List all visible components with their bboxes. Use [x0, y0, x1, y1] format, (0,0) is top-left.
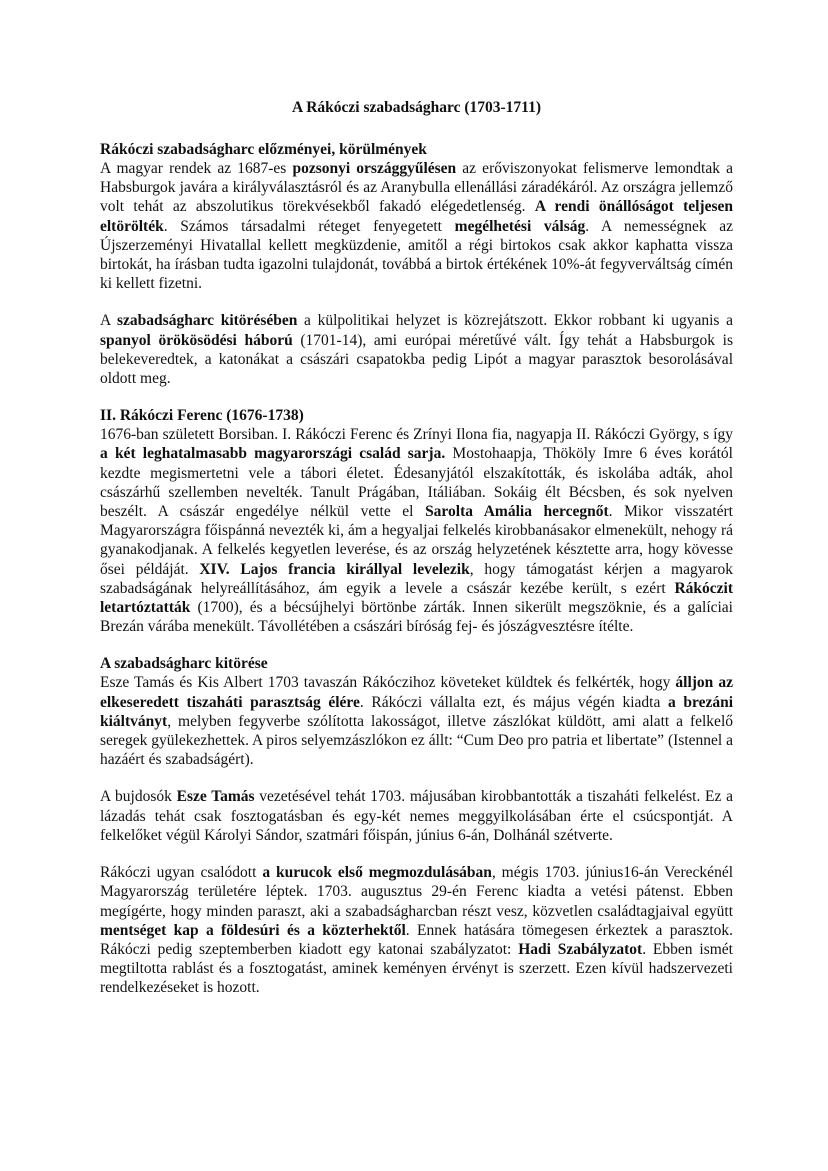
text-run: 1676-ban született Borsiban. I. Rákóczi Ferenc és Zrínyi Ilona fia, nagyapja II. Rákóczi György, s így — [100, 426, 733, 444]
text-run: Esze Tamás és Kis Albert 1703 tavaszán Rákóczihoz követeket küldtek és felkérték, hogy — [100, 674, 676, 692]
text-run: a külpolitikai helyzet is közrejátszott. Ekkor robbant ki ugyanis a — [297, 312, 733, 330]
text-run: . Mikor visszatért Magyarországra főispánná nevezték ki, ám a hegyaljai felkelés kirobbanásakor elmenekült, nehogy rá gyanakodjanak. A felkelés kegyetlen leverése, és az ország helyzetének késztette arra, hogy kövesse ősei példáját. — [100, 503, 733, 578]
document-title: A Rákóczi szabadságharc (1703-1711) — [291, 99, 541, 116]
text-run: Rákóczi ugyan csalódott — [100, 864, 263, 882]
section-rakoczi-ferenc — [100, 406, 733, 636]
text-run: , hogy támogatást kérjen a magyarok szabadságának helyreállításához, ám egyik a levele a császár kezébe került, s ezért — [100, 560, 733, 597]
text-run: , mégis 1703. június16-án Vereckénél Magyarország területére léptek. 1703. augusztus 29-én Ferenc kiadta a vetési pátenst. Ebben megígérte, hogy minden paraszt, aki a szabadságharcban részt vesz, közvetlen családtagjaival együtt — [100, 864, 734, 920]
bold-text: XIV. Lajos francia királlyal levelezik — [199, 560, 470, 578]
bold-text: Esze Tamás — [176, 788, 255, 806]
bold-text: a brezáni kiáltványt — [100, 693, 734, 730]
text-run: (1700), és a bécsújhelyi börtönbe zárták. Innen sikerült megszöknie, és a galíciai Brezán várába menekült. Távollétében a császári bíróság fej- és jószágvesztésre ítélte. — [100, 599, 733, 636]
bold-text: Hadi Szabályzatot — [518, 940, 643, 958]
section-heading: Rákóczi szabadságharc előzményei, körülmények — [100, 141, 427, 158]
section-heading: A szabadságharc kitörése — [100, 655, 268, 673]
bold-text: álljon az elkeseredett tiszaháti parasztság élére — [100, 674, 733, 711]
paragraph — [100, 863, 733, 997]
text-run: Mostohaapja, Thököly Imre 6 éves korától kezdte megismertetni vele a tábori életet. Édesanyjától elszakították, és iskolába adták, ahol császárhű szellemben nevelték. Tanult Prágában, Itáliában. Sokáig élt Bécsben, és sok nyelven beszélt. A császár engedélye nélkül vette el — [100, 445, 733, 521]
text-run: (1701-14), ami európai méretűvé vált. Így tehát a Habsburgok is belekeveredtek, a katonákat a császári csapatokba pedig Lipót a magyar parasztok besorolásával oldott meg. — [100, 331, 733, 388]
paragraph — [100, 159, 733, 293]
bold-text: szabadságharc kitörésében — [117, 312, 298, 330]
text-run: . Rákóczi vállalta ezt, és május végén kiadta — [359, 693, 668, 711]
bold-text: a két leghatalmasabb magyarországi család sarja. — [100, 445, 446, 463]
bold-text: Sarolta Amália hercegnőt — [425, 503, 609, 521]
text-run: . Ennek hatására tömegesen érkeztek a parasztok. Rákóczi pedig szeptemberben kiadott egy katonai szabályzatot: — [100, 921, 733, 958]
bold-text: pozsonyi országgyűlésen — [292, 160, 457, 177]
text-run: . A nemességnek az Újszerzeményi Hivatallal kellett megküzdenie, amitől a régi birtokos csak akkor kaphatta vissza birtokát, ha írásban tudta igazolni tulajdonát, továbbá a birtok értékének 10%-át fegyverváltság címén ki kellett fizetni. — [100, 217, 733, 293]
text-run: A bujdosók — [100, 788, 177, 806]
bold-text: spanyol örökösödési háború — [100, 331, 293, 349]
bold-text: Rákóczit letartóztatták — [100, 579, 733, 617]
bold-text: mentséget kap a földesúri és a közterhektől — [100, 921, 406, 939]
bold-text: megélhetési válság — [454, 217, 586, 235]
bold-text: A rendi önállóságot teljesen eltörölték — [100, 198, 733, 235]
paragraph — [100, 425, 733, 636]
section-preliminaries — [100, 140, 733, 388]
text-run: vezetésével tehát 1703. májusában kirobbantották a tiszaháti felkelést. Ez a lázadás tehát csak fosztogatásban és egy-két nemes meggyilkolásában érte el csúcspontját. A felkelőket végül Károlyi Sándor, szatmári főispán, június 6-án, Dolhánál szétverte. — [100, 788, 733, 844]
section-heading: II. Rákóczi Ferenc (1676-1738) — [100, 407, 304, 425]
paragraph — [100, 787, 733, 845]
text-run: A magyar rendek az 1687-es — [100, 160, 293, 177]
text-run: A — [100, 312, 118, 330]
bold-text: a kurucok első megmozdulásában — [262, 864, 492, 882]
text-run: , melyben fegyverbe szólította lakosságot, illetve zászlókat küldött, ami alatt a felkelő seregek gyülekezhettek. A piros selyemzászlókon ez állt: “Cum Deo pro patria et libertate” (Istennel a hazáért és szabadságért). — [100, 712, 733, 769]
text-run: az erőviszonyokat felismerve lemondtak a Habsburgok javára a királyválasztásról és az Aranybulla ellenállási záradékáról. Az országra jellemző volt tehát az abszolutikus törekvésekből fakadó elégedetlenség. — [100, 160, 733, 216]
document-page — [100, 98, 733, 1016]
text-run: . Számos társadalmi réteget fenyegetett — [163, 217, 455, 235]
text-run: . Ebben ismét megtiltotta rablást és a fosztogatást, aminek keményen érvényt is szerzett. Ezen kívül hadszervezeti rendelkezéseket is hozott. — [100, 940, 733, 997]
paragraph — [100, 673, 733, 769]
paragraph — [100, 311, 733, 388]
section-outbreak — [100, 654, 733, 997]
